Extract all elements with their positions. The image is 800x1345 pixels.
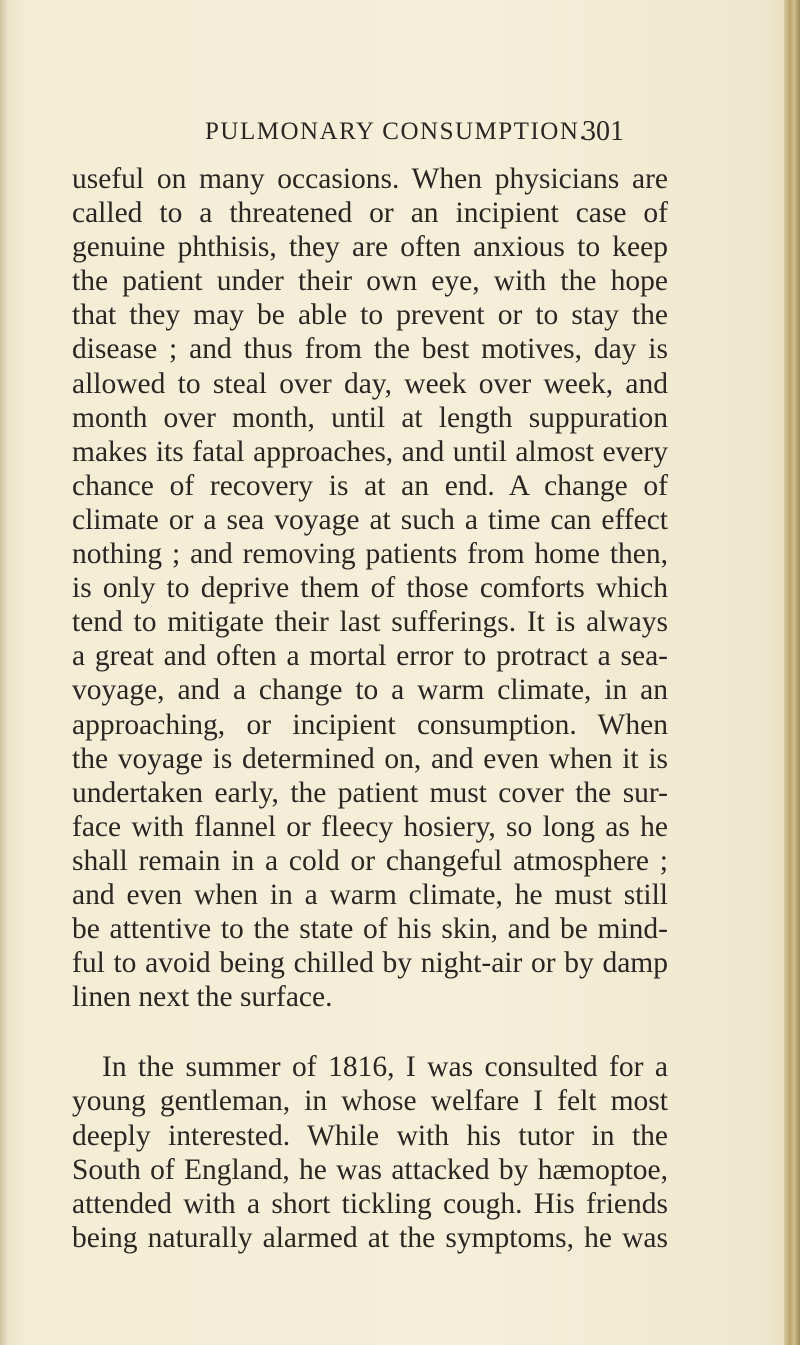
- text-line: is only to deprive them of those comforts which: [72, 572, 668, 605]
- running-head: PULMONARY CONSUMPTION.: [205, 118, 588, 145]
- text-line: voyage, and a change to a warm climate, in an: [72, 674, 668, 707]
- page-number: 301: [582, 116, 624, 147]
- text-line: face with flannel or fleecy hosiery, so long as he: [72, 810, 668, 843]
- text-line: deeply interested. While with his tutor in the: [72, 1119, 668, 1152]
- paragraph-spacer: [72, 1014, 668, 1050]
- text-line: disease ; and thus from the best motives, day is: [72, 333, 668, 366]
- text-line: climate or a sea voyage at such a time can effect: [72, 503, 668, 536]
- text-line: genuine phthisis, they are often anxious to keep: [72, 231, 668, 264]
- text-line: undertaken early, the patient must cover the sur-: [72, 776, 668, 809]
- page-right-edge: [784, 0, 800, 1345]
- text-line: being naturally alarmed at the symptoms, he was: [72, 1221, 668, 1254]
- text-line: ful to avoid being chilled by night-air or by damp: [72, 947, 668, 980]
- text-line: that they may be able to prevent or to stay the: [72, 299, 668, 332]
- text-line: young gentleman, in whose welfare I felt most: [72, 1085, 668, 1118]
- text-line: approaching, or incipient consumption. When: [72, 708, 668, 741]
- text-line: In the summer of 1816, I was consulted for a: [102, 1051, 668, 1084]
- text-line: attended with a short tickling cough. His friends: [72, 1187, 668, 1220]
- text-line: nothing ; and removing patients from home then,: [72, 538, 668, 571]
- text-line: South of England, he was attacked by hæmoptoe,: [72, 1153, 668, 1186]
- page-header: [0, 112, 800, 152]
- paragraph-1: [72, 162, 668, 1014]
- text-line: and even when in a warm climate, he must still: [72, 878, 668, 911]
- body-text: [72, 162, 668, 1255]
- text-line: be attentive to the state of his skin, and be mind-: [72, 913, 668, 946]
- text-line: chance of recovery is at an end. A change of: [72, 469, 668, 502]
- text-line: month over month, until at length suppuration: [72, 401, 668, 434]
- text-line: makes its fatal approaches, and until almost every: [72, 435, 668, 468]
- text-line: the voyage is determined on, and even when it is: [72, 742, 668, 775]
- text-line: a great and often a mortal error to protract a sea-: [72, 640, 668, 673]
- text-line: called to a threatened or an incipient case of: [72, 197, 668, 230]
- text-line: useful on many occasions. When physicians are: [72, 163, 668, 195]
- text-line: linen next the surface.: [72, 981, 333, 1014]
- text-line: tend to mitigate their last sufferings. It is always: [72, 606, 668, 639]
- text-line: shall remain in a cold or changeful atmosphere ;: [72, 844, 668, 877]
- paragraph-2: [72, 1050, 668, 1255]
- page-left-edge: [0, 0, 8, 1345]
- text-line: the patient under their own eye, with the hope: [72, 265, 668, 298]
- text-line: allowed to steal over day, week over week, and: [72, 367, 668, 400]
